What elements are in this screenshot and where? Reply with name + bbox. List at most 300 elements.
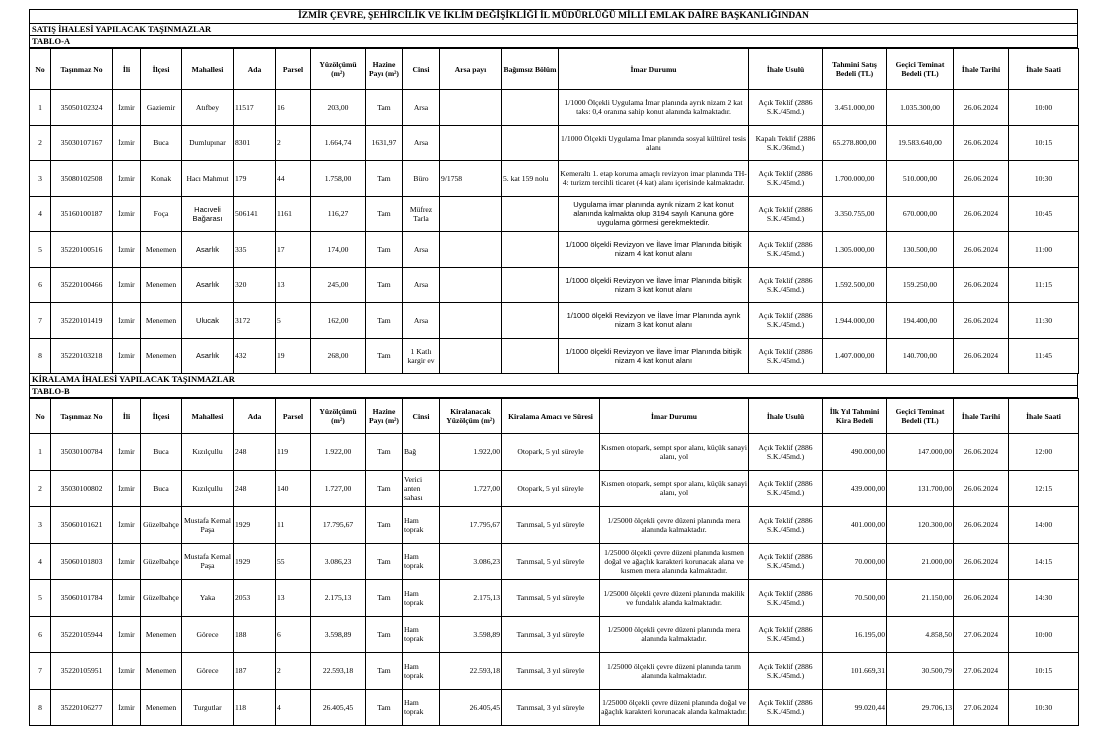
sales-cell-il: İzmir	[113, 338, 141, 374]
rental-cell-il: İzmir	[113, 653, 141, 690]
rental-cell-amac: Tarımsal, 3 yıl süreyle	[502, 653, 600, 690]
rental-cell-usul: Açık Teklif (2886 S.K./45md.)	[749, 580, 823, 617]
rental-cell-teminat: 21.150,00	[887, 580, 954, 617]
rental-cell-il: İzmir	[113, 470, 141, 507]
sales-cell-ilce: Konak	[141, 161, 182, 197]
sales-cell-saat: 10:15	[1009, 125, 1079, 161]
rental-header-cell: İmar Durumu	[600, 399, 749, 434]
rental-cell-mahalle: Kızılçullu	[182, 470, 234, 507]
rental-cell-hazine-payi: Tam	[366, 689, 403, 726]
rental-cell-teminat: 147.000,00	[887, 434, 954, 471]
sales-table-row	[30, 232, 1079, 268]
rental-cell-ada: 118	[234, 689, 276, 726]
rental-cell-ilce: Güzelbahçe	[141, 543, 182, 580]
rental-header-cell: Kiralanacak Yüzölçüm (m²)	[440, 399, 502, 434]
rental-header-cell: Yüzölçümü (m²)	[311, 399, 366, 434]
rental-header-cell: İhale Tarihi	[954, 399, 1009, 434]
sales-cell-mahalle: Asarlık	[182, 232, 234, 268]
sales-cell-yuzolcum: 245,00	[311, 267, 366, 303]
rental-cell-kiralanacak: 1.922,00	[440, 434, 502, 471]
rental-header-cell: Mahallesi	[182, 399, 234, 434]
sales-cell-yuzolcum: 116,27	[311, 196, 366, 232]
rental-cell-ada: 248	[234, 434, 276, 471]
sales-cell-arsa-payi	[440, 232, 502, 268]
rental-cell-tarih: 27.06.2024	[954, 689, 1009, 726]
sales-cell-bedel: 1.305.000,00	[823, 232, 887, 268]
sales-cell-bagimsiz	[502, 232, 559, 268]
sales-cell-ilce: Menemen	[141, 232, 182, 268]
rental-cell-cinsi: Verici anten sahası	[403, 470, 440, 507]
sales-cell-hazine-payi: Tam	[366, 161, 403, 197]
sales-cell-imar: Uygulama imar planında ayrık nizam 2 kat konut alanında kalmakta olup 3194 sayılı Kanuna göre uygulama görmesi gerekmektedir.	[559, 196, 749, 232]
rental-table	[29, 398, 1079, 726]
sales-cell-teminat: 130.500,00	[887, 232, 954, 268]
rental-cell-il: İzmir	[113, 616, 141, 653]
sales-header-cell: Tahmini Satış Bedeli (TL)	[823, 49, 887, 90]
sales-cell-usul: Açık Teklif (2886 S.K./45md.)	[749, 90, 823, 126]
sales-cell-no: 4	[30, 196, 51, 232]
sales-cell-il: İzmir	[113, 267, 141, 303]
rental-cell-imar: 1/25000 ölçekli çevre düzeni planında kısmen doğal ve ağaçlık karakteri korunacak alana ve kısmen mera alanında kalmaktadır.	[600, 543, 749, 580]
sales-cell-ada: 320	[234, 267, 276, 303]
rental-cell-ada: 1929	[234, 507, 276, 544]
sales-header-cell: Arsa payı	[440, 49, 502, 90]
rental-header-cell: İlk Yıl Tahmini Kira Bedeli	[823, 399, 887, 434]
rental-cell-tasinmaz-no: 35030100802	[51, 470, 113, 507]
rental-cell-bedel: 16.195,00	[823, 616, 887, 653]
rental-cell-mahalle: Mustafa Kemal Paşa	[182, 507, 234, 544]
sales-cell-cinsi: Büro	[403, 161, 440, 197]
sales-header-cell: İhale Usulü	[749, 49, 823, 90]
sales-cell-cinsi: Arsa	[403, 90, 440, 126]
rental-cell-tarih: 26.06.2024	[954, 543, 1009, 580]
rental-cell-usul: Açık Teklif (2886 S.K./45md.)	[749, 507, 823, 544]
rental-cell-saat: 10:15	[1009, 653, 1079, 690]
sales-cell-usul: Kapalı Teklif (2886 S.K./36md.)	[749, 125, 823, 161]
document-page	[29, 9, 1078, 726]
sales-cell-usul: Açık Teklif (2886 S.K./45md.)	[749, 161, 823, 197]
rental-cell-bedel: 70.500,00	[823, 580, 887, 617]
sales-cell-il: İzmir	[113, 125, 141, 161]
sales-cell-hazine-payi: Tam	[366, 267, 403, 303]
sales-cell-ada: 506141	[234, 196, 276, 232]
sales-table-row	[30, 125, 1079, 161]
rental-cell-ilce: Menemen	[141, 653, 182, 690]
sales-cell-tasinmaz-no: 35160100187	[51, 196, 113, 232]
rental-cell-tasinmaz-no: 35030100784	[51, 434, 113, 471]
rental-cell-hazine-payi: Tam	[366, 470, 403, 507]
rental-table-row	[30, 616, 1079, 653]
sales-cell-no: 6	[30, 267, 51, 303]
sales-cell-bedel: 3.451.000,00	[823, 90, 887, 126]
sales-cell-tasinmaz-no: 35080102508	[51, 161, 113, 197]
sales-cell-hazine-payi: Tam	[366, 338, 403, 374]
rental-cell-teminat: 29.706,13	[887, 689, 954, 726]
sales-table	[29, 48, 1079, 374]
sales-cell-teminat: 510.000,00	[887, 161, 954, 197]
rental-header-cell: Hazine Payı (m²)	[366, 399, 403, 434]
rental-cell-cinsi: Ham toprak	[403, 653, 440, 690]
sales-table-row	[30, 338, 1079, 374]
rental-cell-amac: Otopark, 5 yıl süreyle	[502, 434, 600, 471]
rental-table-header	[30, 399, 1079, 434]
rental-cell-tasinmaz-no: 35060101784	[51, 580, 113, 617]
rental-cell-cinsi: Ham toprak	[403, 507, 440, 544]
sales-table-row	[30, 90, 1079, 126]
rental-cell-tarih: 27.06.2024	[954, 653, 1009, 690]
rental-cell-tarih: 26.06.2024	[954, 580, 1009, 617]
rental-cell-mahalle: Görece	[182, 653, 234, 690]
sales-cell-parsel: 17	[276, 232, 311, 268]
sales-header-cell: Bağımsız Bölüm	[502, 49, 559, 90]
sales-cell-no: 1	[30, 90, 51, 126]
rental-cell-ilce: Menemen	[141, 689, 182, 726]
rental-cell-saat: 12:00	[1009, 434, 1079, 471]
rental-table-row	[30, 507, 1079, 544]
rental-cell-no: 3	[30, 507, 51, 544]
sales-header-cell: No	[30, 49, 51, 90]
rental-header-cell: No	[30, 399, 51, 434]
sales-cell-teminat: 140.700,00	[887, 338, 954, 374]
sales-cell-tarih: 26.06.2024	[954, 90, 1009, 126]
rental-cell-tasinmaz-no: 35060101803	[51, 543, 113, 580]
rental-cell-yuzolcum: 2.175,13	[311, 580, 366, 617]
rental-cell-il: İzmir	[113, 580, 141, 617]
rental-cell-usul: Açık Teklif (2886 S.K./45md.)	[749, 653, 823, 690]
rental-cell-il: İzmir	[113, 507, 141, 544]
rental-header-cell: Kiralama Amacı ve Süresi	[502, 399, 600, 434]
rental-cell-bedel: 439.000,00	[823, 470, 887, 507]
rental-cell-parsel: 119	[276, 434, 311, 471]
sales-table-row	[30, 267, 1079, 303]
rental-cell-kiralanacak: 22.593,18	[440, 653, 502, 690]
rental-cell-bedel: 101.669,31	[823, 653, 887, 690]
rental-cell-ada: 188	[234, 616, 276, 653]
rental-cell-yuzolcum: 17.795,67	[311, 507, 366, 544]
rental-cell-parsel: 13	[276, 580, 311, 617]
rental-cell-kiralanacak: 3.598,89	[440, 616, 502, 653]
rental-cell-yuzolcum: 22.593,18	[311, 653, 366, 690]
rental-cell-mahalle: Kızılçullu	[182, 434, 234, 471]
sales-cell-mahalle: Hacıveli Bağarası	[182, 196, 234, 232]
sales-table-row	[30, 303, 1079, 339]
sales-header-cell: Yüzölçümü (m²)	[311, 49, 366, 90]
rental-cell-imar: Kısmen otopark, sempt spor alanı, küçük sanayi alanı, yol	[600, 470, 749, 507]
sales-header-cell: Parsel	[276, 49, 311, 90]
rental-cell-ada: 187	[234, 653, 276, 690]
sales-cell-usul: Açık Teklif (2886 S.K./45md.)	[749, 267, 823, 303]
sales-cell-ilce: Gaziemir	[141, 90, 182, 126]
sales-cell-bedel: 1.592.500,00	[823, 267, 887, 303]
rental-cell-ilce: Buca	[141, 470, 182, 507]
sales-cell-usul: Açık Teklif (2886 S.K./45md.)	[749, 196, 823, 232]
rental-cell-no: 6	[30, 616, 51, 653]
sales-cell-tarih: 26.06.2024	[954, 161, 1009, 197]
rental-cell-teminat: 4.858,50	[887, 616, 954, 653]
sales-header-cell: Geçici Teminat Bedeli (TL)	[887, 49, 954, 90]
sales-cell-ada: 3172	[234, 303, 276, 339]
rental-cell-imar: 1/25000 ölçekli çevre düzeni planında mera alanında kalmaktadır.	[600, 616, 749, 653]
rental-cell-imar: Kısmen otopark, sempt spor alanı, küçük sanayi alanı, yol	[600, 434, 749, 471]
sales-header-cell: Taşınmaz No	[51, 49, 113, 90]
sales-cell-cinsi: Arsa	[403, 303, 440, 339]
sales-cell-bedel: 65.278.800,00	[823, 125, 887, 161]
rental-cell-tarih: 26.06.2024	[954, 470, 1009, 507]
sales-cell-imar: 1/1000 ölçekli Revizyon ve İlave İmar Planında ayrık nizam 3 kat konut alanı	[559, 303, 749, 339]
rental-cell-saat: 10:00	[1009, 616, 1079, 653]
rental-cell-kiralanacak: 3.086,23	[440, 543, 502, 580]
rental-cell-teminat: 30.500,79	[887, 653, 954, 690]
sales-cell-parsel: 16	[276, 90, 311, 126]
rental-cell-kiralanacak: 2.175,13	[440, 580, 502, 617]
sales-cell-tarih: 26.06.2024	[954, 303, 1009, 339]
rental-cell-amac: Tarımsal, 3 yıl süreyle	[502, 689, 600, 726]
sales-cell-tasinmaz-no: 35220100466	[51, 267, 113, 303]
rental-cell-amac: Tarımsal, 5 yıl süreyle	[502, 507, 600, 544]
sales-cell-imar: 1/1000 ölçekli Revizyon ve İlave İmar Planında bitişik nizam 4 kat konut alanı	[559, 338, 749, 374]
rental-cell-hazine-payi: Tam	[366, 507, 403, 544]
sales-table-label: TABLO-A	[29, 36, 1078, 48]
rental-cell-ada: 248	[234, 470, 276, 507]
sales-cell-yuzolcum: 1.664,74	[311, 125, 366, 161]
rental-cell-tarih: 27.06.2024	[954, 616, 1009, 653]
sales-cell-il: İzmir	[113, 232, 141, 268]
rental-cell-mahalle: Yaka	[182, 580, 234, 617]
sales-cell-usul: Açık Teklif (2886 S.K./45md.)	[749, 338, 823, 374]
rental-cell-il: İzmir	[113, 689, 141, 726]
sales-cell-hazine-payi: Tam	[366, 232, 403, 268]
rental-cell-hazine-payi: Tam	[366, 543, 403, 580]
rental-section-title: KİRALAMA İHALESİ YAPILACAK TAŞINMAZLAR	[29, 374, 1078, 386]
sales-cell-bagimsiz	[502, 196, 559, 232]
rental-table-row	[30, 580, 1079, 617]
sales-cell-imar: 1/1000 ölçekli Revizyon ve İlave İmar Planında bitişik nizam 3 kat konut alanı	[559, 267, 749, 303]
sales-cell-yuzolcum: 203,00	[311, 90, 366, 126]
rental-cell-ilce: Buca	[141, 434, 182, 471]
sales-cell-mahalle: Asarlık	[182, 338, 234, 374]
sales-cell-tasinmaz-no: 35050102324	[51, 90, 113, 126]
rental-table-row	[30, 470, 1079, 507]
sales-cell-il: İzmir	[113, 90, 141, 126]
sales-cell-tarih: 26.06.2024	[954, 125, 1009, 161]
rental-cell-tasinmaz-no: 35220105951	[51, 653, 113, 690]
sales-cell-teminat: 1.035.300,00	[887, 90, 954, 126]
rental-cell-tasinmaz-no: 35220105944	[51, 616, 113, 653]
rental-header-cell: Parsel	[276, 399, 311, 434]
rental-cell-parsel: 55	[276, 543, 311, 580]
sales-cell-il: İzmir	[113, 161, 141, 197]
sales-cell-saat: 10:30	[1009, 161, 1079, 197]
sales-cell-hazine-payi: Tam	[366, 90, 403, 126]
sales-cell-saat: 11:30	[1009, 303, 1079, 339]
rental-cell-tarih: 26.06.2024	[954, 507, 1009, 544]
rental-cell-no: 5	[30, 580, 51, 617]
rental-cell-kiralanacak: 26.405,45	[440, 689, 502, 726]
sales-header-cell: Cinsi	[403, 49, 440, 90]
sales-cell-yuzolcum: 162,00	[311, 303, 366, 339]
sales-cell-parsel: 13	[276, 267, 311, 303]
rental-cell-ada: 1929	[234, 543, 276, 580]
sales-cell-yuzolcum: 1.758,00	[311, 161, 366, 197]
rental-cell-saat: 14:00	[1009, 507, 1079, 544]
rental-cell-ilce: Güzelbahçe	[141, 507, 182, 544]
rental-cell-bedel: 401.000,00	[823, 507, 887, 544]
rental-cell-no: 7	[30, 653, 51, 690]
rental-cell-parsel: 140	[276, 470, 311, 507]
sales-cell-bagimsiz: 5. kat 159 nolu	[502, 161, 559, 197]
rental-cell-parsel: 6	[276, 616, 311, 653]
sales-cell-bedel: 1.944.000,00	[823, 303, 887, 339]
sales-cell-hazine-payi: Tam	[366, 196, 403, 232]
document-title: İZMİR ÇEVRE, ŞEHİRCİLİK VE İKLİM DEĞİŞİKLİĞİ İL MÜDÜRLÜĞÜ MİLLİ EMLAK DAİRE BAŞKANLIĞINDAN	[29, 9, 1078, 24]
rental-cell-mahalle: Turgutlar	[182, 689, 234, 726]
rental-header-cell: İhale Usulü	[749, 399, 823, 434]
sales-cell-il: İzmir	[113, 196, 141, 232]
rental-cell-tasinmaz-no: 35060101621	[51, 507, 113, 544]
sales-cell-hazine-payi: Tam	[366, 303, 403, 339]
sales-cell-ilce: Buca	[141, 125, 182, 161]
rental-cell-ilce: Güzelbahçe	[141, 580, 182, 617]
rental-table-label: TABLO-B	[29, 386, 1078, 398]
sales-cell-saat: 10:00	[1009, 90, 1079, 126]
sales-cell-cinsi: Arsa	[403, 232, 440, 268]
rental-cell-cinsi: Ham toprak	[403, 543, 440, 580]
rental-cell-parsel: 11	[276, 507, 311, 544]
rental-header-cell: İhale Saati	[1009, 399, 1079, 434]
sales-header-cell: İlçesi	[141, 49, 182, 90]
sales-cell-parsel: 19	[276, 338, 311, 374]
rental-cell-saat: 14:30	[1009, 580, 1079, 617]
rental-cell-usul: Açık Teklif (2886 S.K./45md.)	[749, 689, 823, 726]
sales-cell-cinsi: Arsa	[403, 267, 440, 303]
rental-table-row	[30, 543, 1079, 580]
sales-header-cell: İhale Saati	[1009, 49, 1079, 90]
rental-cell-cinsi: Ham toprak	[403, 616, 440, 653]
sales-cell-teminat: 159.250,00	[887, 267, 954, 303]
sales-table-row	[30, 161, 1079, 197]
sales-header-cell: Ada	[234, 49, 276, 90]
sales-table-row	[30, 196, 1079, 232]
sales-cell-tasinmaz-no: 35220100516	[51, 232, 113, 268]
rental-cell-parsel: 2	[276, 653, 311, 690]
rental-cell-bedel: 490.000,00	[823, 434, 887, 471]
sales-cell-tarih: 26.06.2024	[954, 196, 1009, 232]
rental-cell-yuzolcum: 1.922,00	[311, 434, 366, 471]
rental-cell-usul: Açık Teklif (2886 S.K./45md.)	[749, 543, 823, 580]
sales-cell-cinsi: 1 Katlı kargir ev	[403, 338, 440, 374]
sales-cell-ada: 335	[234, 232, 276, 268]
sales-cell-cinsi: Müfrez Tarla	[403, 196, 440, 232]
rental-cell-tasinmaz-no: 35220106277	[51, 689, 113, 726]
rental-cell-mahalle: Görece	[182, 616, 234, 653]
sales-cell-mahalle: Hacı Mahmut	[182, 161, 234, 197]
sales-cell-saat: 10:45	[1009, 196, 1079, 232]
rental-cell-no: 1	[30, 434, 51, 471]
rental-cell-tarih: 26.06.2024	[954, 434, 1009, 471]
sales-cell-bagimsiz	[502, 338, 559, 374]
rental-cell-imar: 1/25000 ölçekli çevre düzeni planında doğal ve ağaçlık karakteri korunacak alanda kalmaktadır.	[600, 689, 749, 726]
rental-cell-imar: 1/25000 ölçekli çevre düzeni planında tarım alanında kalmaktadır.	[600, 653, 749, 690]
sales-cell-arsa-payi	[440, 125, 502, 161]
sales-cell-mahalle: Atıfbey	[182, 90, 234, 126]
rental-cell-saat: 14:15	[1009, 543, 1079, 580]
sales-cell-no: 7	[30, 303, 51, 339]
rental-header-cell: İlçesi	[141, 399, 182, 434]
sales-header-cell: İhale Tarihi	[954, 49, 1009, 90]
rental-cell-saat: 10:30	[1009, 689, 1079, 726]
sales-cell-mahalle: Asarlık	[182, 267, 234, 303]
sales-cell-bagimsiz	[502, 125, 559, 161]
sales-cell-yuzolcum: 174,00	[311, 232, 366, 268]
rental-cell-usul: Açık Teklif (2886 S.K./45md.)	[749, 434, 823, 471]
sales-cell-arsa-payi	[440, 338, 502, 374]
sales-cell-tarih: 26.06.2024	[954, 232, 1009, 268]
rental-header-cell: Taşınmaz No	[51, 399, 113, 434]
sales-cell-arsa-payi	[440, 196, 502, 232]
rental-cell-amac: Tarımsal, 5 yıl süreyle	[502, 580, 600, 617]
sales-cell-arsa-payi	[440, 90, 502, 126]
sales-cell-mahalle: Dumlupınar	[182, 125, 234, 161]
rental-cell-hazine-payi: Tam	[366, 653, 403, 690]
rental-cell-teminat: 131.700,00	[887, 470, 954, 507]
rental-cell-saat: 12:15	[1009, 470, 1079, 507]
rental-cell-no: 4	[30, 543, 51, 580]
rental-cell-il: İzmir	[113, 434, 141, 471]
sales-cell-ada: 8301	[234, 125, 276, 161]
sales-cell-tarih: 26.06.2024	[954, 267, 1009, 303]
rental-cell-il: İzmir	[113, 543, 141, 580]
rental-cell-hazine-payi: Tam	[366, 580, 403, 617]
sales-header-cell: Hazine Payı (m²)	[366, 49, 403, 90]
sales-cell-no: 3	[30, 161, 51, 197]
sales-cell-hazine-payi: 1631,97	[366, 125, 403, 161]
rental-cell-kiralanacak: 1.727,00	[440, 470, 502, 507]
sales-cell-yuzolcum: 268,00	[311, 338, 366, 374]
sales-table-header	[30, 49, 1079, 90]
sales-cell-ada: 179	[234, 161, 276, 197]
sales-cell-ilce: Menemen	[141, 303, 182, 339]
rental-cell-ilce: Menemen	[141, 616, 182, 653]
sales-cell-usul: Açık Teklif (2886 S.K./45md.)	[749, 232, 823, 268]
sales-cell-arsa-payi	[440, 303, 502, 339]
rental-cell-hazine-payi: Tam	[366, 616, 403, 653]
sales-cell-mahalle: Ulucak	[182, 303, 234, 339]
sales-cell-usul: Açık Teklif (2886 S.K./45md.)	[749, 303, 823, 339]
rental-cell-kiralanacak: 17.795,67	[440, 507, 502, 544]
sales-cell-bagimsiz	[502, 267, 559, 303]
rental-header-cell: Ada	[234, 399, 276, 434]
rental-cell-cinsi: Ham toprak	[403, 580, 440, 617]
sales-cell-imar: 1/1000 Ölçekli Uygulama İmar planında ayrık nizam 2 kat taks: 0,4 oranına sahip konut alanında kalmaktadır.	[559, 90, 749, 126]
sales-cell-ada: 11517	[234, 90, 276, 126]
rental-cell-teminat: 21.000,00	[887, 543, 954, 580]
rental-cell-no: 8	[30, 689, 51, 726]
sales-cell-bedel: 1.407.000,00	[823, 338, 887, 374]
sales-cell-parsel: 2	[276, 125, 311, 161]
sales-cell-imar: Kemeraltı 1. etap koruma amaçlı revizyon imar planında TH-4: turizm tercihli ticaret (4 kat) alanı içerisinde kalmaktadır.	[559, 161, 749, 197]
rental-cell-cinsi: Bağ	[403, 434, 440, 471]
sales-cell-bedel: 1.700.000,00	[823, 161, 887, 197]
rental-cell-no: 2	[30, 470, 51, 507]
sales-cell-arsa-payi	[440, 267, 502, 303]
sales-header-cell: Mahallesi	[182, 49, 234, 90]
sales-cell-bedel: 3.350.755,00	[823, 196, 887, 232]
sales-cell-saat: 11:15	[1009, 267, 1079, 303]
rental-cell-yuzolcum: 3.598,89	[311, 616, 366, 653]
sales-cell-ilce: Foça	[141, 196, 182, 232]
sales-cell-parsel: 44	[276, 161, 311, 197]
rental-cell-yuzolcum: 26.405,45	[311, 689, 366, 726]
